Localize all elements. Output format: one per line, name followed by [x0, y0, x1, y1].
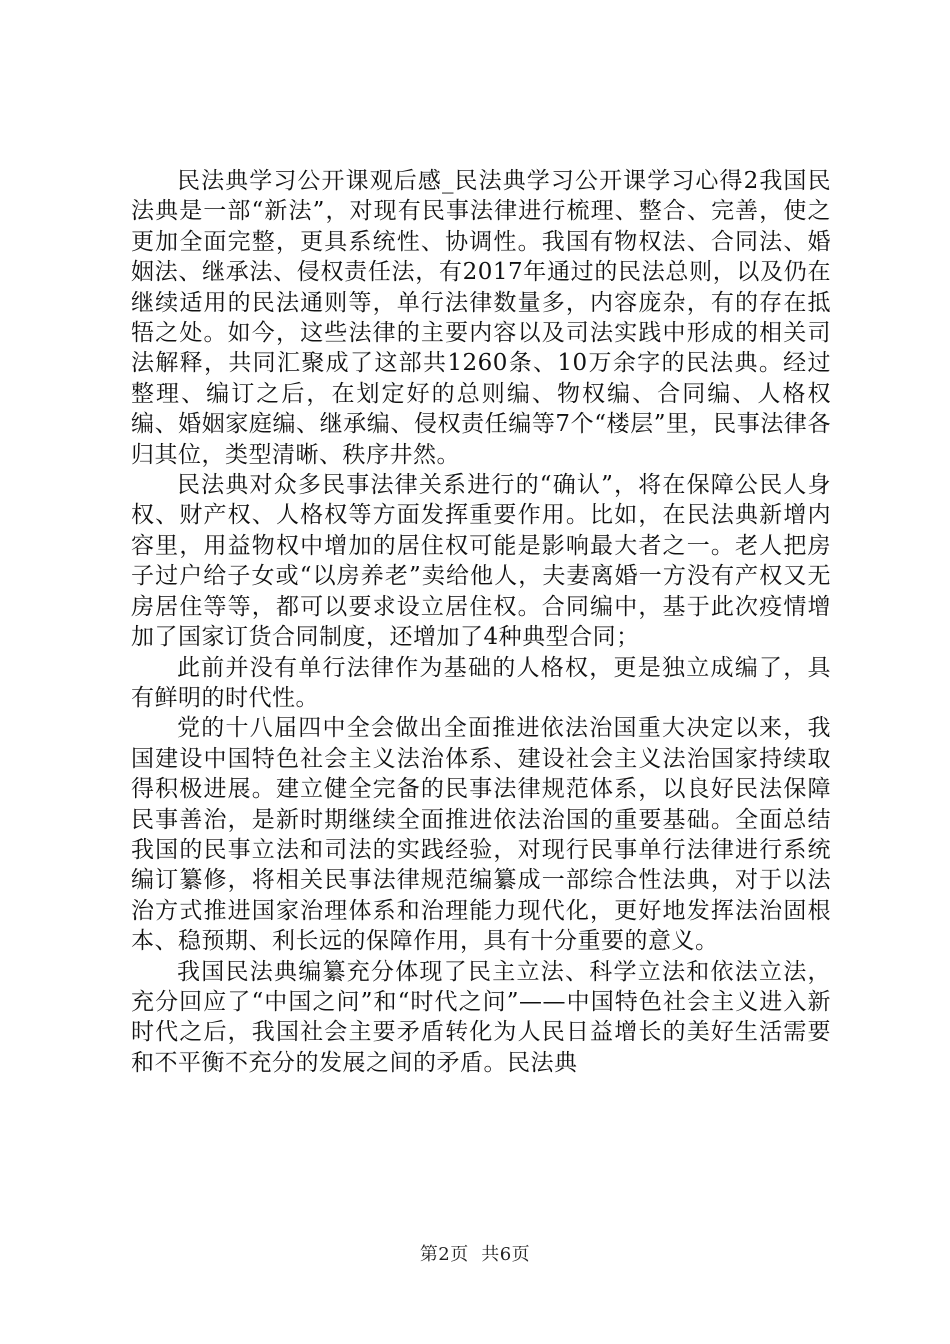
- paragraph-2: 民法典对众多民事法律关系进行的“确认”，将在保障公民人身权、财产权、人格权等方面发挥重要作用。比如，在民法典新增内容里，用益物权中增加的居住权可能是影响最大者之一。老人把房子过户给子女或“以房养老”卖给他人，夫妻离婚一方没有产权又无房居住等等，都可以要求设立居住权。合同编中，基于此次疫情增加了国家订货合同制度，还增加了4种典型合同；: [131, 472, 831, 651]
- paragraph-5: 我国民法典编纂充分体现了民主立法、科学立法和依法立法，充分回应了“中国之问”和“时代之问”——中国特色社会主义进入新时代之后，我国社会主要矛盾转化为人民日益增长的美好生活需要和不平衡不充分的发展之间的矛盾。民法典: [131, 958, 831, 1076]
- paragraph-3: 此前并没有单行法律作为基础的人格权，更是独立成编了，具有鲜明的时代性。: [131, 654, 831, 711]
- page-footer: [0, 1240, 950, 1266]
- document-body: [131, 166, 831, 1078]
- paragraph-4: 党的十八届四中全会做出全面推进依法治国重大决定以来，我国建设中国特色社会主义法治体系、建设社会主义法治国家持续取得积极进展。建立健全完备的民事法律规范体系，以良好民法保障民事善治，是新时期继续全面推进依法治国的重要基础。全面总结我国的民事立法和司法的实践经验，对现行民事单行法律进行系统编订纂修，将相关民事法律规范编纂成一部综合性法典，对于以法治方式推进国家治理体系和治理能力现代化，更好地发挥法治固根本、稳预期、利长远的保障作用，具有十分重要的意义。: [131, 715, 831, 955]
- page-total: 共6页: [481, 1244, 531, 1265]
- footer-separator: [469, 1244, 481, 1265]
- page-number: 第2页: [419, 1244, 469, 1265]
- paragraph-1: 民法典学习公开课观后感_民法典学习公开课学习心得2我国民法典是一部“新法”，对现有民事法律进行梳理、整合、完善，使之更加全面完整，更具系统性、协调性。我国有物权法、合同法、婚姻法、继承法、侵权责任法，有2017年通过的民法总则，以及仍在继续适用的民法通则等，单行法律数量多，内容庞杂，有的存在抵牾之处。如今，这些法律的主要内容以及司法实践中形成的相关司法解释，共同汇聚成了这部共1260条、10万余字的民法典。经过整理、编订之后，在划定好的总则编、物权编、合同编、人格权编、婚姻家庭编、继承编、侵权责任编等7个“楼层”里，民事法律各归其位，类型清晰、秩序井然。: [131, 168, 831, 468]
